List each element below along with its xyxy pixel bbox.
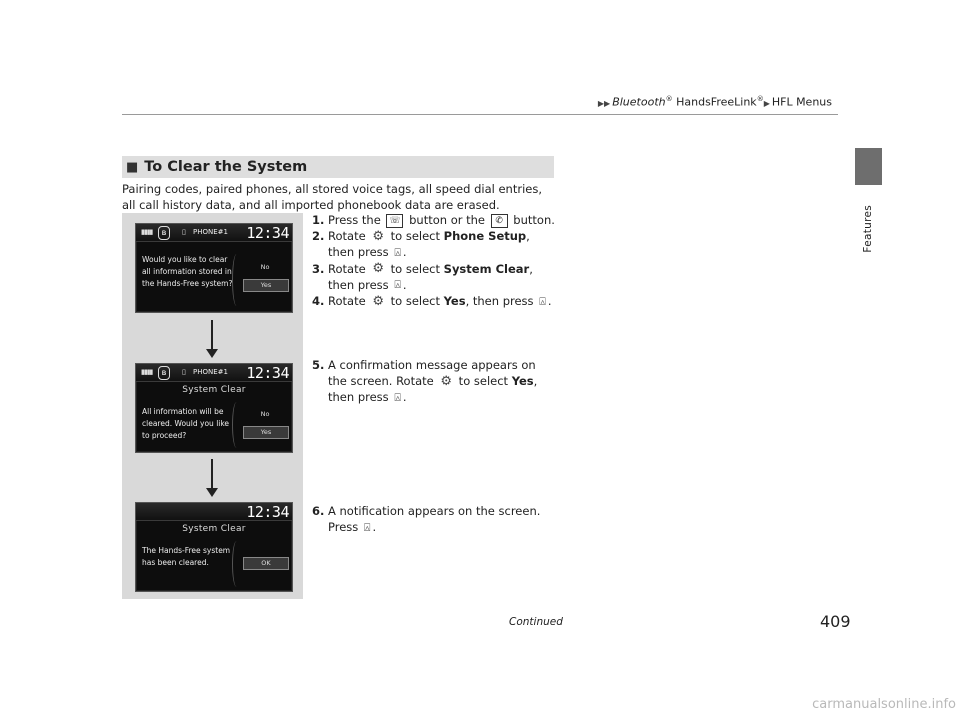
interface-dial-icon: ⚙ xyxy=(372,228,384,244)
status-bar xyxy=(136,224,292,242)
step-text: button. xyxy=(509,213,555,227)
press-icon: ⍓ xyxy=(363,520,371,534)
steps-group-2 xyxy=(312,357,557,406)
clock: 12:34 xyxy=(246,364,289,382)
steps-group-3 xyxy=(312,503,557,536)
step-text: to select xyxy=(455,374,512,388)
step-1 xyxy=(312,212,557,228)
interface-dial-icon: ⚙ xyxy=(440,373,453,389)
step-number: 2. xyxy=(312,229,325,243)
breadcrumb-bluetooth: Bluetooth xyxy=(612,95,666,109)
screen-title: System Clear xyxy=(182,385,246,395)
continued-label: Continued xyxy=(509,616,563,628)
option-yes[interactable]: Yes xyxy=(243,426,289,439)
step-number: 3. xyxy=(312,261,325,276)
step-text: , then press xyxy=(328,261,533,292)
header-rule xyxy=(122,114,838,115)
step-6 xyxy=(312,503,557,536)
curve-divider xyxy=(232,254,241,306)
step-text: . xyxy=(372,520,377,534)
page-number: 409 xyxy=(820,612,851,631)
interface-dial-icon: ⚙ xyxy=(372,293,384,309)
option-ok[interactable]: OK xyxy=(243,557,289,570)
clock: 12:34 xyxy=(246,503,289,521)
step-text: . xyxy=(547,294,552,308)
curve-divider xyxy=(232,541,241,587)
breadcrumb-hfl-menus: HFL Menus xyxy=(771,95,832,109)
step-target: Yes xyxy=(443,294,466,308)
breadcrumb-arrow-icon: ▶ xyxy=(763,98,770,108)
step-text: Rotate xyxy=(328,261,370,276)
option-no[interactable]: No xyxy=(260,410,270,418)
screen-system-clear-confirm xyxy=(135,363,293,453)
section-title: To Clear the System xyxy=(144,159,308,175)
registered-mark: ® xyxy=(756,95,764,103)
phone-name: PHONE#1 xyxy=(193,368,228,376)
screen-system-cleared xyxy=(135,502,293,592)
bluetooth-icon: ʙ xyxy=(158,226,170,240)
phone-button-icon: ☏ xyxy=(386,214,403,228)
clock: 12:34 xyxy=(246,224,289,242)
step-5 xyxy=(312,357,557,406)
registered-mark: ® xyxy=(665,95,673,103)
intro-paragraph: Pairing codes, paired phones, all stored voice tags, all speed dial entries, all call history data, and all imported phonebook data are erased. xyxy=(122,182,542,212)
section-marker-icon: ■ xyxy=(126,159,139,175)
step-number: 4. xyxy=(312,294,325,308)
step-text: . xyxy=(402,277,407,292)
flow-arrow-icon xyxy=(211,459,213,495)
screen-message: The Hands-Free system has been cleared. xyxy=(142,546,231,567)
press-icon: ⍓ xyxy=(539,294,546,308)
phone-icon: ▯ xyxy=(182,228,186,236)
step-2 xyxy=(312,228,557,261)
watermark: carmanualsonline.info xyxy=(812,697,956,712)
phone-icon: ▯ xyxy=(182,368,186,376)
step-number: 6. xyxy=(312,504,325,518)
flow-arrow-icon xyxy=(211,320,213,356)
phone-name: PHONE#1 xyxy=(193,228,228,236)
chapter-label: Features xyxy=(862,205,874,253)
press-icon: ⍓ xyxy=(394,245,401,259)
step-target: Phone Setup xyxy=(443,229,527,243)
breadcrumb-hfl: HandsFreeLink xyxy=(672,95,757,109)
step-text: , then press xyxy=(328,229,530,259)
screen-message: Would you like to clear all information stored in the Hands-Free system? xyxy=(142,255,233,288)
curve-divider xyxy=(232,402,241,448)
step-text: to select xyxy=(386,294,444,308)
step-text: , then press xyxy=(465,294,538,308)
press-icon: ⍓ xyxy=(394,390,401,404)
pickup-button-icon: ✆ xyxy=(491,214,508,228)
option-no[interactable]: No xyxy=(260,263,270,271)
step-text: A notification appears on the screen. Press xyxy=(328,504,541,534)
status-bar xyxy=(136,364,292,382)
step-target: Yes xyxy=(511,374,534,388)
press-icon: ⍓ xyxy=(394,278,401,291)
step-text: Press the xyxy=(328,213,385,227)
step-target: System Clear xyxy=(443,261,530,276)
bluetooth-icon: ʙ xyxy=(158,366,170,380)
step-number: 5. xyxy=(312,358,325,372)
option-yes[interactable]: Yes xyxy=(243,279,289,292)
step-text: to select xyxy=(386,229,444,243)
step-3 xyxy=(312,261,557,294)
signal-icon: ▮▮▮▮ xyxy=(141,368,153,376)
screen-title: System Clear xyxy=(182,524,246,534)
step-4 xyxy=(312,293,557,310)
step-text: Rotate xyxy=(328,229,370,243)
screen-confirm-clear xyxy=(135,223,293,313)
step-text: . xyxy=(402,245,407,259)
step-text: Rotate xyxy=(328,294,370,308)
breadcrumb xyxy=(598,95,832,109)
interface-dial-icon: ⚙ xyxy=(372,261,384,276)
screen-message: All information will be cleared. Would you like to proceed? xyxy=(142,407,230,440)
breadcrumb-arrow-icon: ▶▶ xyxy=(597,98,611,108)
step-text: button or the xyxy=(405,213,489,227)
step-text: , then press xyxy=(328,374,538,404)
chapter-tab xyxy=(855,148,882,185)
section-header xyxy=(122,156,554,178)
step-text: to select xyxy=(386,261,444,276)
step-number: 1. xyxy=(312,213,325,227)
signal-icon: ▮▮▮▮ xyxy=(141,228,153,236)
status-bar xyxy=(136,503,292,521)
step-text: . xyxy=(402,390,407,404)
steps-group-1 xyxy=(312,212,557,310)
step-text: A confirmation message appears on the screen. Rotate xyxy=(328,358,536,388)
